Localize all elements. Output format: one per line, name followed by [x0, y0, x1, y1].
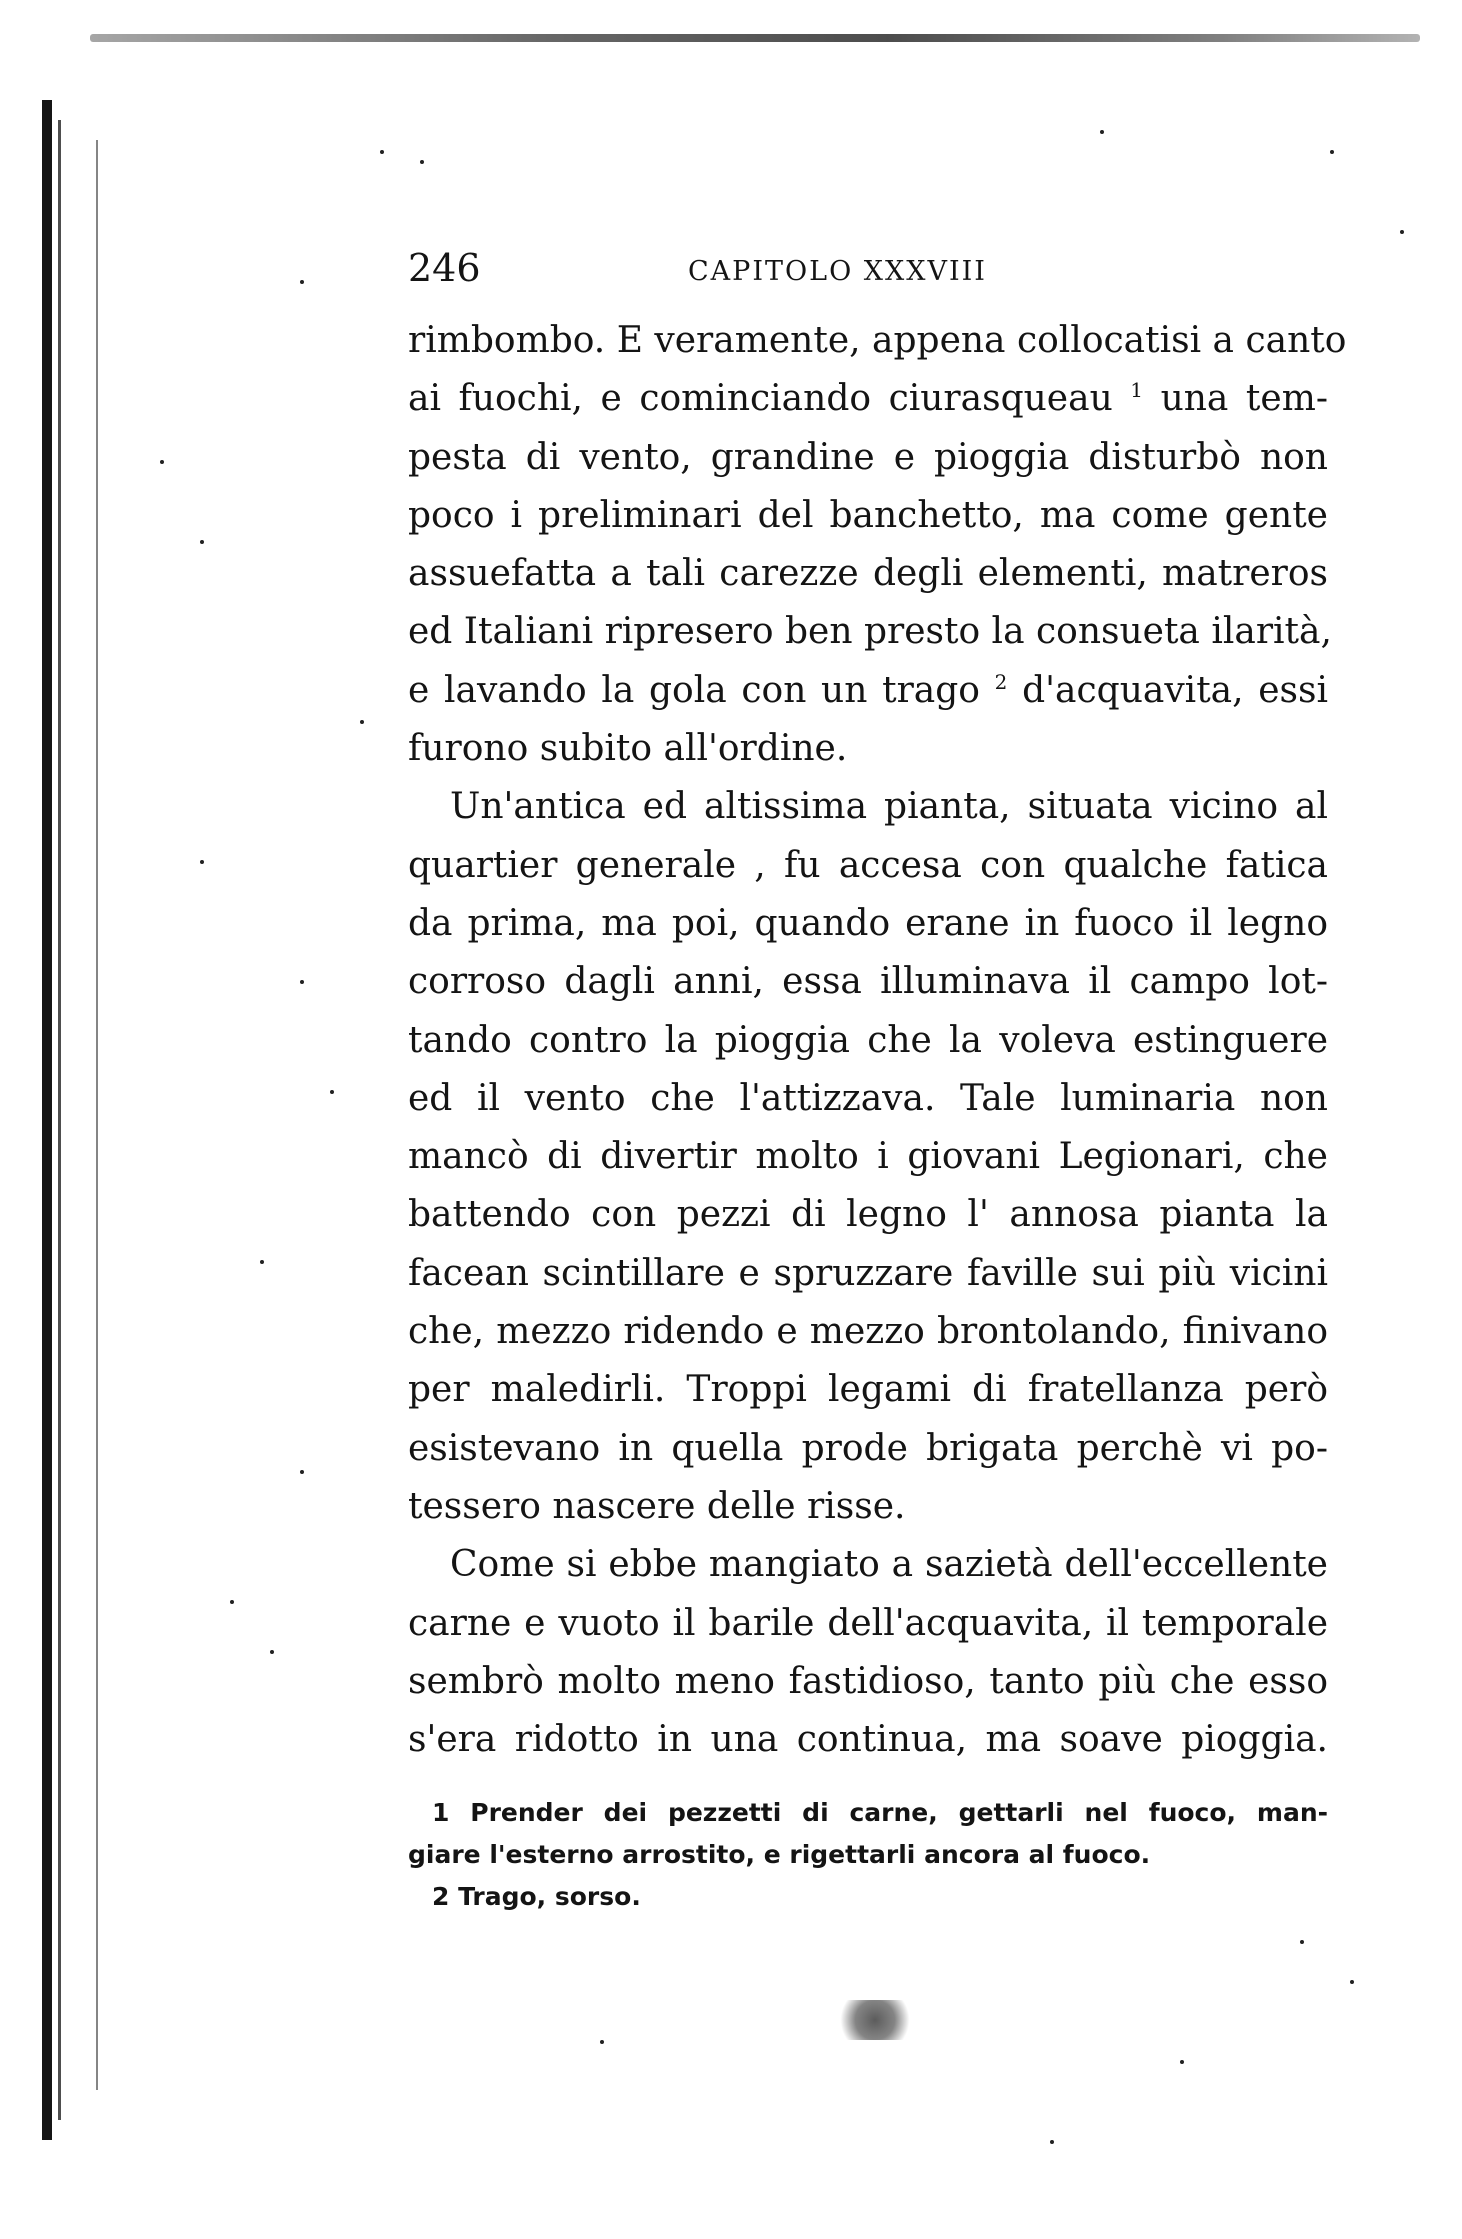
text-line: mancò di divertir molto i giovani Legionari, che	[408, 1136, 1328, 1178]
text-fragment: una tem-	[1160, 378, 1328, 420]
scan-speck	[300, 280, 304, 284]
scan-speck	[270, 1650, 274, 1654]
scan-top-edge	[90, 34, 1420, 42]
text-line: pesta di vento, grandine e pioggia disturbò non	[408, 436, 1328, 478]
text-line: tando contro la pioggia che la voleva estinguere	[408, 1019, 1328, 1061]
scan-speck	[1050, 2140, 1054, 2144]
footnotes	[408, 1792, 1328, 1918]
text-line: quartier generale , fu accesa con qualche fatica	[408, 844, 1328, 886]
text-line	[408, 662, 1328, 720]
scan-speck	[330, 1090, 334, 1094]
text-fragment: ai fuochi, e cominciando ciurasqueau	[408, 378, 1113, 420]
body-text	[408, 312, 1347, 1769]
text-line: Come si ebbe mangiato a sazietà dell'eccellente	[450, 1544, 1328, 1586]
text-line: per maledirli. Troppi legami di fratellanza però	[408, 1369, 1328, 1411]
text-line: battendo con pezzi di legno l' annosa pianta la	[408, 1194, 1328, 1236]
page-header	[408, 246, 1298, 294]
text-line: sembrò molto meno fastidioso, tanto più che esso	[408, 1660, 1328, 1702]
text-line: che, mezzo ridendo e mezzo brontolando, finivano	[408, 1311, 1328, 1353]
text-line: furono subito all'ordine.	[408, 728, 848, 770]
scan-speck	[160, 460, 164, 464]
scan-speck	[1100, 130, 1104, 134]
text-line: ed il vento che l'attizzava. Tale luminaria non	[408, 1077, 1328, 1119]
scan-speck	[260, 1260, 264, 1264]
text-line: facean scintillare e spruzzare faville sui più vicini	[408, 1252, 1328, 1294]
footnote-1: 1 Prender dei pezzetti di carne, gettarli nel fuoco, man-	[432, 1798, 1328, 1827]
text-line: da prima, ma poi, quando erane in fuoco il legno	[408, 902, 1328, 944]
scan-binding-line	[58, 120, 61, 2120]
scan-binding-line	[96, 140, 98, 2090]
scan-speck	[300, 1470, 304, 1474]
text-fragment: e lavando la gola con un trago	[408, 669, 980, 711]
text-line: s'era ridotto in una continua, ma soave pioggia.	[408, 1719, 1328, 1761]
text-line: Un'antica ed altissima pianta, situata vicino al	[450, 786, 1328, 828]
running-head: CAPITOLO XXXVIII	[688, 256, 987, 287]
footnote-1-continuation: giare l'esterno arrostito, e rigettarli ancora al fuoco.	[408, 1840, 1151, 1869]
scan-speck	[1350, 1980, 1354, 1984]
footnote-ref: 2	[994, 669, 1008, 694]
scan-speck	[200, 540, 204, 544]
scan-speck	[420, 160, 424, 164]
page-number: 246	[408, 246, 481, 290]
scan-speck	[1400, 230, 1404, 234]
scan-speck	[1300, 1940, 1304, 1944]
scan-ink-blotch	[830, 2000, 920, 2040]
text-line: poco i preliminari del banchetto, ma come gente	[408, 494, 1328, 536]
text-line: carne e vuoto il barile dell'acquavita, il temporale	[408, 1602, 1328, 1644]
text-fragment: d'acquavita, essi	[1022, 669, 1329, 711]
text-line: tessero nascere delle risse.	[408, 1485, 906, 1527]
scan-speck	[360, 720, 364, 724]
scan-speck	[1330, 150, 1334, 154]
scan-speck	[380, 150, 384, 154]
footnote-2: 2 Trago, sorso.	[432, 1882, 641, 1911]
footnote-ref: 1	[1130, 378, 1144, 403]
scan-speck	[1180, 2060, 1184, 2064]
scan-speck	[300, 980, 304, 984]
scan-speck	[600, 2040, 604, 2044]
scan-binding-edge	[42, 100, 52, 2140]
text-line: assuefatta a tali carezze degli elementi, matreros	[408, 553, 1328, 595]
scan-speck	[230, 1600, 234, 1604]
scan-speck	[200, 860, 204, 864]
text-line	[408, 370, 1328, 428]
text-line: esistevano in quella prode brigata perchè vi po-	[408, 1427, 1328, 1469]
text-line: rimbombo. E veramente, appena collocatisi a canto	[408, 320, 1347, 361]
text-line: corroso dagli anni, essa illuminava il campo lot-	[408, 961, 1328, 1003]
text-line: ed Italiani ripresero ben presto la consueta ilarità,	[408, 611, 1332, 653]
